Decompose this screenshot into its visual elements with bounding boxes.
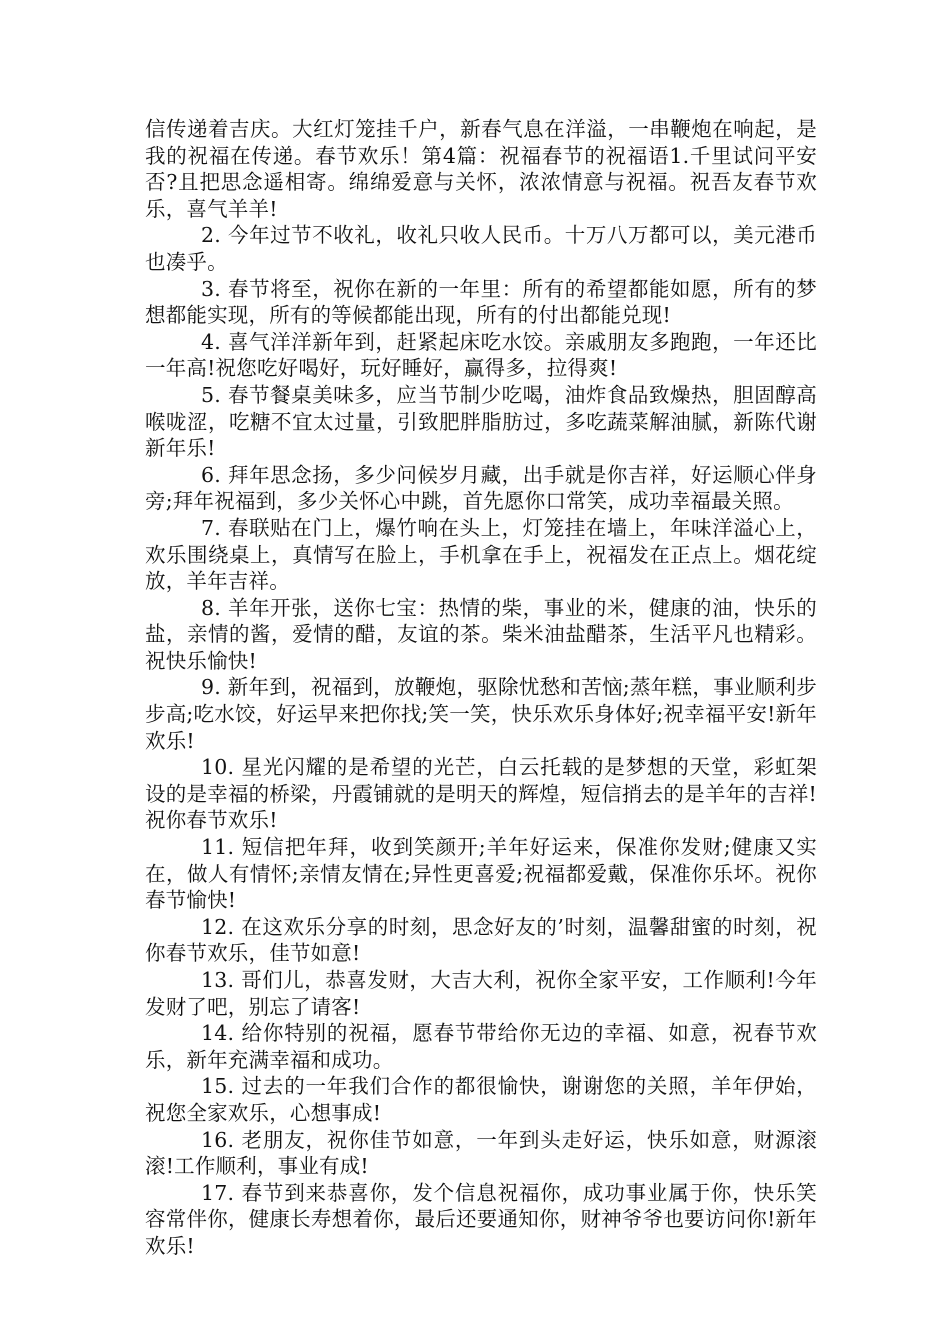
paragraph-item-13: 13. 哥们儿，恭喜发财，大吉大利，祝你全家平安，工作顺利!今年发财了吧，别忘了请客! <box>145 968 817 1019</box>
paragraph-item-17: 17. 春节到来恭喜你，发个信息祝福你，成功事业属于你，快乐笑容常伴你，健康长寿想着你，最后还要通知你，财神爷爷也要访问你!新年欢乐! <box>145 1180 817 1258</box>
paragraph-item-14: 14. 给你特别的祝福，愿春节带给你无边的幸福、如意，祝春节欢乐，新年充满幸福和成功。 <box>145 1021 817 1072</box>
paragraph-item-8: 8. 羊年开张，送你七宝：热情的柴，事业的米，健康的油，快乐的盐，亲情的酱，爱情的醋，友谊的茶。柴米油盐醋茶，生活平凡也精彩。祝快乐愉快! <box>145 595 817 673</box>
paragraph-item-15: 15. 过去的一年我们合作的都很愉快，谢谢您的关照，羊年伊始，祝您全家欢乐，心想事成! <box>145 1074 817 1125</box>
paragraph-item-5: 5. 春节餐桌美味多，应当节制少吃喝，油炸食品致燥热，胆固醇高喉咙涩，吃糖不宜太过量，引致肥胖脂肪过，多吃蔬菜解油腻，新陈代谢新年乐! <box>145 382 817 461</box>
paragraph-item-9: 9. 新年到，祝福到，放鞭炮，驱除忧愁和苦恼;蒸年糕，事业顺利步步高;吃水饺，好运早来把你找;笑一笑，快乐欢乐身体好;祝幸福平安!新年欢乐! <box>145 675 817 753</box>
paragraph-item-7: 7. 春联贴在门上，爆竹响在头上，灯笼挂在墙上，年味洋溢心上，欢乐围绕桌上，真情写在脸上，手机拿在手上，祝福发在正点上。烟花绽放，羊年吉祥。 <box>145 515 817 594</box>
paragraph-item-2: 2. 今年过节不收礼，收礼只收人民币。十万八万都可以，美元港币也凑乎。 <box>145 223 817 274</box>
document-body <box>145 116 817 1260</box>
paragraph-item-16: 16. 老朋友，祝你佳节如意，一年到头走好运，快乐如意，财源滚滚!工作顺利，事业有成! <box>145 1127 817 1179</box>
paragraph-item-3: 3. 春节将至，祝你在新的一年里：所有的希望都能如愿，所有的梦想都能实现，所有的等候都能出现，所有的付出都能兑现! <box>145 276 817 328</box>
paragraph-item-12: 12. 在这欢乐分享的时刻，思念好友的’时刻，温馨甜蜜的时刻，祝你春节欢乐，佳节如意! <box>145 914 817 966</box>
paragraph-item-6: 6. 拜年思念扬，多少问候岁月藏，出手就是你吉祥，好运顺心伴身旁;拜年祝福到，多少关怀心中跳，首先愿你口常笑，成功幸福最关照。 <box>145 462 817 514</box>
paragraph-intro: 信传递着吉庆。大红灯笼挂千户，新春气息在洋溢，一串鞭炮在响起，是我的祝福在传递。春节欢乐！第4篇：祝福春节的祝福语1.千里试问平安否?且把思念遥相寄。绵绵爱意与关怀，浓浓情意与祝福。祝吾友春节欢乐，喜气羊羊! <box>145 117 817 221</box>
paragraph-item-4: 4. 喜气洋洋新年到，赶紧起床吃水饺。亲戚朋友多跑跑，一年还比一年高!祝您吃好喝好，玩好睡好，赢得多，拉得爽! <box>145 329 817 381</box>
paragraph-item-11: 11. 短信把年拜，收到笑颜开;羊年好运来，保准你发财;健康又实在，做人有情怀;亲情友情在;异性更喜爱;祝福都爱戴，保准你乐坏。祝你春节愉快! <box>145 835 817 913</box>
paragraph-item-10: 10. 星光闪耀的是希望的光芒，白云托载的是梦想的天堂，彩虹架设的是幸福的桥梁，丹霞铺就的是明天的辉煌，短信捎去的是羊年的吉祥!祝你春节欢乐! <box>145 755 817 833</box>
